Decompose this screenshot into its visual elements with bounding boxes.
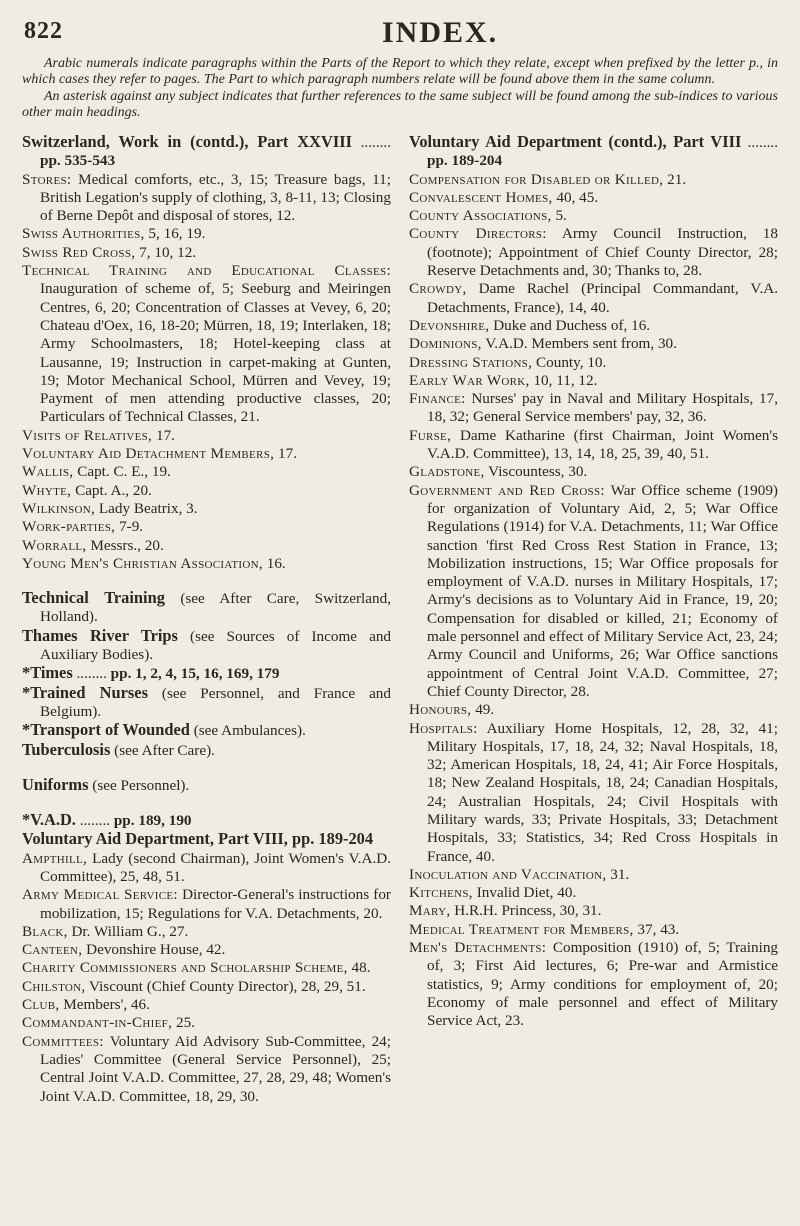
sub-entry-lead: Government and Red Cross: xyxy=(409,481,605,499)
entry-text: Composition (1910) of, 5; Training of, 3; First Aid lectures, 6; Pre-war and Armistice statistics, 9; Army conditions for employment of, 20; Economy of male personnel and effect of Military Service Act, 23. xyxy=(427,939,779,1030)
sub-entry-lead: Honours, xyxy=(409,701,472,719)
page-reference: pp. 1, 2, 4, 15, 16, 169, 179 xyxy=(110,665,280,683)
index-entry xyxy=(409,902,778,920)
entry-text: (see Ambulances). xyxy=(193,722,306,740)
index-entry xyxy=(22,886,391,923)
index-column-left xyxy=(22,133,391,1106)
sub-entry-lead: Worrall, xyxy=(22,536,87,554)
page-title: INDEX. xyxy=(382,16,499,49)
index-entry xyxy=(409,372,778,390)
index-entry xyxy=(409,189,778,207)
entry-heading: Thames River Trips xyxy=(22,625,178,645)
index-entry xyxy=(22,1014,391,1032)
index-entry xyxy=(22,741,391,760)
page-number: 822 xyxy=(24,18,63,44)
entry-text: (see Personnel). xyxy=(92,776,190,794)
sub-entry-lead: Swiss Red Cross, xyxy=(22,243,136,261)
entry-text: 17. xyxy=(155,426,175,444)
index-entry xyxy=(409,427,778,464)
entry-text: 5, 16, 19. xyxy=(148,225,206,243)
index-entry xyxy=(22,518,391,536)
sub-entry-lead: Inoculation and Vaccination, xyxy=(409,865,607,883)
entry-text: Members', 46. xyxy=(63,996,150,1014)
entry-text: 37, 43. xyxy=(637,920,680,938)
entry-text: Duke and Duchess of, 16. xyxy=(493,316,651,334)
index-entry xyxy=(22,589,391,627)
entry-text: War Office scheme (1909) for organization of Voluntary Aid, 2, 5; War Office Regulations (1914) for V.A. Detachments, 11; War Office sanction 'first Red Cross Rest Station in France, 13; Mobilization instructions, 15; War Office proposals for employment of V.A.D. nurses in Military Hospitals, 17; Army's decisions as to Voluntary Aid in France, 19, 20; Compensation for disabled or killed, 21; Economy of male personnel and effect of Military Service Act, 23, 24; Army Council and Uniforms, 26; War Office sanctions appointment of Central Joint V.A.D. Committee, 27; Chief County Director, 28. xyxy=(427,481,778,700)
index-entry xyxy=(22,445,391,463)
sub-entry-lead: Compensation for Disabled or Killed, xyxy=(409,170,664,188)
sub-entry-lead: Furse, xyxy=(409,426,452,444)
index-entry xyxy=(22,959,391,977)
sub-entry-lead: Men's Detachments: xyxy=(409,939,547,957)
sub-entry-lead: Young Men's Christian Association, xyxy=(22,554,263,572)
index-entry xyxy=(409,280,778,317)
index-entry: Voluntary Aid Department (contd.), Part VIII ........ pp. 189-204 xyxy=(409,132,779,170)
sub-entry-lead: Hospitals: xyxy=(409,719,478,737)
index-entry xyxy=(409,390,778,427)
entry-heading: Uniforms xyxy=(22,774,89,794)
index-columns xyxy=(22,133,778,1106)
entry-heading: *V.A.D. xyxy=(22,810,76,830)
entry-text: 17. xyxy=(278,445,298,463)
sub-entry-lead: Whyte, xyxy=(22,481,72,499)
index-entry xyxy=(409,335,778,353)
index-entry xyxy=(409,720,778,866)
index-column-right xyxy=(409,133,778,1106)
sub-entry-lead: Club, xyxy=(22,996,60,1014)
entry-text: Voluntary Aid Advisory Sub-Committee, 24; Ladies' Committee (General Service Personnel), 25; Central Joint V.A.D. Committee, 27, 28, 29, 48; Women's Joint V.A.D. Committee, 18, 29, 30. xyxy=(40,1032,391,1105)
sub-entry-lead: Canteen, xyxy=(22,941,83,959)
intro-note-asterisk: An asterisk against any subject indicates that further references to the same subject will be found among the sub-indices to various other main headings. xyxy=(22,89,778,120)
index-introduction xyxy=(22,56,778,121)
sub-entry-lead: Wilkinson, xyxy=(22,499,96,517)
index-entry xyxy=(409,317,778,335)
index-entry xyxy=(22,830,391,849)
entry-text: 48. xyxy=(351,959,371,977)
sub-entry-lead: Chilston, xyxy=(22,977,86,995)
index-entry xyxy=(22,850,391,887)
entry-text: Invalid Diet, 40. xyxy=(476,884,577,902)
index-entry xyxy=(22,978,391,996)
sub-entry-lead: Crowdy, xyxy=(409,280,467,298)
entry-text: 40, 45. xyxy=(556,188,599,206)
entry-text: 21. xyxy=(667,170,687,188)
sub-entry-lead: Black, xyxy=(22,922,68,940)
index-entry xyxy=(22,244,391,262)
sub-entry-lead: Charity Commissioners and Scholarship Scheme, xyxy=(22,959,348,977)
index-entry xyxy=(22,225,391,243)
entry-text: Lady (second Chairman), Joint Women's V.A.D. Committee), 25, 48, 51. xyxy=(40,849,392,885)
index-entry xyxy=(409,463,778,481)
entry-heading: *Times xyxy=(22,663,73,683)
intro-note-paragraphs: Arabic numerals indicate paragraphs within the Parts of the Report to which they relate, except when prefixed by the letter p., in which cases they refer to pages. The Part to which paragraph numbers relate will be found above them in the same column. xyxy=(22,56,778,87)
index-entry xyxy=(22,427,391,445)
index-entry xyxy=(22,482,391,500)
entry-text: H.R.H. Princess, 30, 31. xyxy=(454,902,602,920)
entry-text: County, 10. xyxy=(536,353,607,371)
sub-entry-lead: Early War Work, xyxy=(409,371,530,389)
index-entry xyxy=(409,482,778,702)
entry-text: Viscountess, 30. xyxy=(488,463,588,481)
index-entry xyxy=(409,225,778,280)
sub-entry-lead: County Directors: xyxy=(409,225,547,243)
sub-entry-lead: Commandant-in-Chief, xyxy=(22,1014,173,1032)
sub-entry-lead: Finance: xyxy=(409,390,466,408)
entry-text: Dame Katharine (first Chairman, Joint Women's V.A.D. Committee), 13, 14, 18, 25, 39, 40, 51. xyxy=(427,426,779,463)
index-entry xyxy=(409,884,778,902)
entry-heading: Voluntary Aid Department (contd.), Part VIII xyxy=(409,132,742,151)
entry-text: Viscount (Chief County Director), 28, 29, 51. xyxy=(89,977,366,995)
entry-text: Devonshire House, 42. xyxy=(86,941,226,959)
sub-entry-lead: Gladstone, xyxy=(409,463,485,481)
entry-text: Messrs., 20. xyxy=(90,536,164,554)
entry-heading: Switzerland, Work in (contd.), Part XXVIII xyxy=(22,132,352,151)
index-entry xyxy=(22,684,391,722)
entry-heading: *Trained Nurses xyxy=(22,682,148,702)
sub-entry-lead: Visits of Relatives, xyxy=(22,426,153,444)
entry-heading: Tuberculosis xyxy=(22,739,111,759)
sub-entry-lead: Work-parties, xyxy=(22,518,116,536)
entry-text: 31. xyxy=(610,865,630,883)
entry-text: Medical comforts, etc., 3, 15; Treasure bags, 11; British Legation's supply of clothing, 3, 8-11, 13; Closing of Berne Depôt and disposal of stores, 12. xyxy=(40,170,391,225)
sub-entry-lead: Devonshire, xyxy=(409,316,490,334)
sub-entry-lead: County Associations, xyxy=(409,207,552,225)
sub-entry-lead: Voluntary Aid Detachment Members, xyxy=(22,445,275,463)
entry-text: 7, 10, 12. xyxy=(139,243,197,261)
entry-text: (see After Care). xyxy=(114,741,215,759)
page-header xyxy=(22,14,778,54)
sub-entry-lead: Medical Treatment for Members, xyxy=(409,920,634,938)
sub-entry-lead: Dominions, xyxy=(409,335,482,353)
entry-heading: Voluntary Aid Department, Part VIII, pp. 189-204 xyxy=(22,829,374,849)
index-entry xyxy=(22,463,391,481)
entry-text: 49. xyxy=(475,701,495,719)
entry-text: Auxiliary Home Hospitals, 12, 28, 32, 41; Military Hospitals, 17, 18, 24, 32; Naval Hospitals, 18, 32; American Hospitals, 18, 24, 41; Air Force Hospitals, 18; New Zealand Hospitals, 18, 24; Canadian Hospitals, 24; Australian Hospitals, 24; Civil Hospitals with Military wards, 33; Private Hospitals, 33; Detachment Hospitals, 33; Statistics, 34; Red Cross Hospitals in France, 40. xyxy=(427,719,778,865)
index-entry xyxy=(409,354,778,372)
entry-text: 10, 11, 12. xyxy=(533,371,598,389)
index-entry: Switzerland, Work in (contd.), Part XXVIII ........ pp. 535-543 xyxy=(22,132,391,170)
index-entry xyxy=(409,921,778,939)
index-entry xyxy=(409,171,778,189)
index-entry xyxy=(22,996,391,1014)
index-entry xyxy=(22,537,391,555)
entry-text: V.A.D. Members sent from, 30. xyxy=(485,335,677,353)
entry-text: 5. xyxy=(555,207,567,225)
sub-entry-lead: Technical Training and Educational Classes: xyxy=(22,262,391,280)
sub-entry-lead: Mary, xyxy=(409,902,451,920)
index-entry xyxy=(22,941,391,959)
sub-entry-lead: Wallis, xyxy=(22,463,74,481)
entry-text: Director-General's instructions for mobilization, 15; Regulations for V.A. Detachments, 20. xyxy=(40,886,391,922)
index-entry xyxy=(22,555,391,573)
index-entry xyxy=(22,923,391,941)
entry-text: Army Council Instruction, 18 (footnote); Appointment of Chief County Director, 28; Reserve Detachments and, 30; Thanks to, 28. xyxy=(427,225,778,280)
entry-text: Lady Beatrix, 3. xyxy=(98,499,198,517)
entry-text: Capt. A., 20. xyxy=(75,481,152,499)
sub-entry-lead: Ampthill, xyxy=(22,849,88,867)
entry-text: Inauguration of scheme of, 5; Seeburg and Meiringen Centres, 6, 20; Concentration of Classes at Vevey, 6, 20; Chateau d'Oex, 16, 18-20; Mürren, 18, 19; Interlaken, 18; Army Schoolmasters, 18; Hotel-keeping class at Lausanne, 19; Instruction in carpet-making at Gunten, 19; Motor Mechanical School, Mürren and Vevey, 19; Payment of men attending productive classes, 20; Particulars of Technical Classes, 21. xyxy=(40,280,391,426)
entry-text: Dame Rachel (Principal Commandant, V.A. Detachments, France), 14, 40. xyxy=(427,280,779,316)
index-entry xyxy=(22,171,391,226)
index-entry xyxy=(409,866,778,884)
page-reference: pp. 189, 190 xyxy=(113,812,192,830)
index-entry xyxy=(22,627,391,665)
index-entry xyxy=(22,500,391,518)
entry-text: (see Personnel, and France and Belgium). xyxy=(40,684,391,720)
entry-text: (see After Care, Switzerland, Holland). xyxy=(40,590,391,626)
sub-entry-lead: Kitchens, xyxy=(409,884,473,902)
index-entry: *V.A.D. ........ pp. 189, 190 xyxy=(22,810,192,830)
page-reference: pp. 189-204 xyxy=(427,152,503,170)
entry-text: Nurses' pay in Naval and Military Hospitals, 17, 18, 32; General Service members' pay, 32, 36. xyxy=(427,390,778,426)
index-entry xyxy=(22,262,391,427)
entry-text: Capt. C. E., 19. xyxy=(77,463,171,481)
entry-text: Dr. William G., 27. xyxy=(71,922,189,940)
index-entry xyxy=(409,701,778,719)
sub-entry-lead: Army Medical Service: xyxy=(22,886,178,904)
index-entry xyxy=(409,939,778,1030)
index-entry xyxy=(22,1033,391,1106)
sub-entry-lead: Swiss Authorities, xyxy=(22,225,145,243)
index-entry: *Times ........ pp. 1, 2, 4, 15, 16, 169, 179 xyxy=(22,663,280,683)
sub-entry-lead: Stores: xyxy=(22,170,72,188)
index-entry xyxy=(22,721,391,740)
entry-heading: *Transport of Wounded xyxy=(22,720,190,740)
sub-entry-lead: Dressing Stations, xyxy=(409,353,533,371)
sub-entry-lead: Committees: xyxy=(22,1032,104,1050)
entry-text: 25. xyxy=(175,1014,195,1032)
entry-heading: Technical Training xyxy=(22,588,165,608)
index-entry xyxy=(22,776,391,795)
page-reference: pp. 535-543 xyxy=(40,152,116,170)
sub-entry-lead: Convalescent Homes, xyxy=(409,188,553,206)
entry-text: 16. xyxy=(266,554,286,572)
entry-text: (see Sources of Income and Auxiliary Bodies). xyxy=(40,627,392,664)
index-entry xyxy=(409,207,778,225)
entry-text: 7-9. xyxy=(119,518,144,536)
